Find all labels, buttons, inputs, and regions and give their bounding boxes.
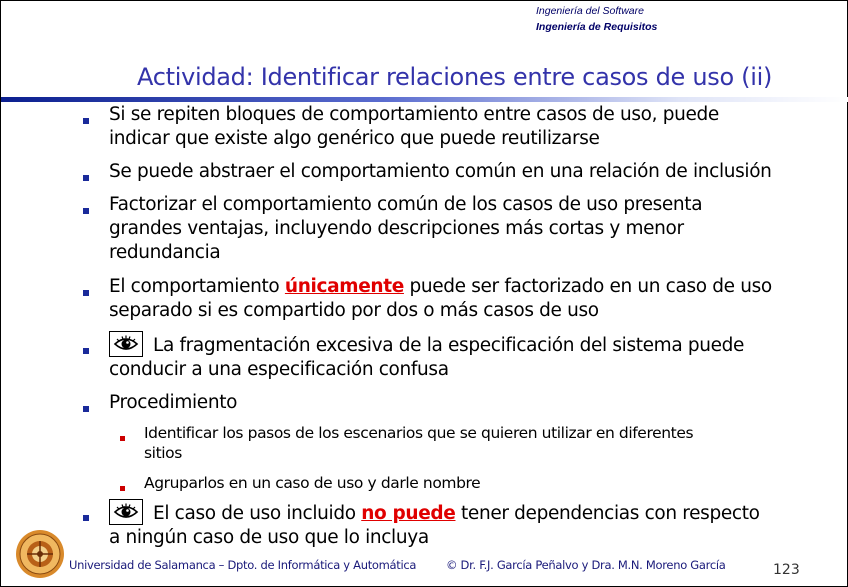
bullet-5-line-2: conducir a una especificación confusa <box>109 359 449 380</box>
bullet-4 <box>109 275 772 323</box>
course-name: Ingeniería del Software <box>536 5 644 17</box>
bullet-5 <box>109 331 744 382</box>
bullet-marker <box>83 118 89 124</box>
bullet-7-text-end: tener dependencias con respecto <box>455 503 760 524</box>
topic-name: Ingeniería de Requisitos <box>536 21 658 33</box>
bullet-2 <box>109 160 772 184</box>
bullet-4-text-end: puede ser factorizado en un caso de uso <box>403 276 772 297</box>
sub-bullet-2-line-1: Agruparlos en un caso de uso y darle nombre <box>144 474 481 492</box>
sub-bullet-1-line-2: sitios <box>144 444 182 462</box>
bullet-3-line-1: Factorizar el comportamiento común de los casos de uso presenta <box>109 194 703 215</box>
sub-bullet-2 <box>144 473 480 493</box>
bullet-6 <box>109 391 237 415</box>
bullet-marker <box>83 515 89 521</box>
bullet-marker <box>83 208 89 214</box>
bullet-3-line-3: redundancia <box>109 242 221 263</box>
course-header <box>536 3 657 35</box>
emphasis-unicamente: únicamente <box>284 276 404 297</box>
bullet-1 <box>109 103 719 151</box>
footer-copyright: © Dr. F.J. García Peñalvo y Dra. M.N. Moreno García <box>446 558 726 572</box>
bullet-marker <box>83 348 89 354</box>
eye-icon <box>109 331 143 357</box>
bullet-7-text-start: El caso de uso incluido <box>153 503 362 524</box>
bullet-4-line-2: separado si es compartido por dos o más casos de uso <box>109 300 599 321</box>
bullet-1-line-1: Si se repiten bloques de comportamiento entre casos de uso, puede <box>109 104 719 125</box>
sub-bullet-1-line-1: Identificar los pasos de los escenarios que se quieren utilizar en diferentes <box>144 424 694 442</box>
sub-bullet-1 <box>144 423 693 463</box>
bullet-3-line-2: grandes ventajas, incluyendo descripciones más cortas y menor <box>109 218 684 239</box>
bullet-marker <box>83 406 89 412</box>
bullet-4-text-start: El comportamiento <box>109 276 285 297</box>
bullet-2-line-1: Se puede abstraer el comportamiento común en una relación de inclusión <box>109 161 772 182</box>
sub-bullet-marker <box>120 436 125 441</box>
bullet-3 <box>109 193 702 265</box>
slide-title: Actividad: Identificar relaciones entre casos de uso (ii) <box>137 63 773 91</box>
eye-icon <box>109 499 143 525</box>
bullet-4-line-1 <box>109 275 772 299</box>
bullet-5-line-1 <box>109 331 744 358</box>
bullet-1-line-2: indicar que existe algo genérico que puede reutilizarse <box>109 128 600 149</box>
title-underline <box>1 97 848 102</box>
bullet-5-text: La fragmentación excesiva de la especificación del sistema puede <box>153 335 745 356</box>
bullet-7-line-1 <box>109 499 760 526</box>
sub-bullet-marker <box>120 486 125 491</box>
page-number: 123 <box>773 562 800 578</box>
bullet-marker <box>83 175 89 181</box>
bullet-7-line-2: a ningún caso de uso que lo incluya <box>109 527 429 548</box>
bullet-7 <box>109 499 760 550</box>
bullet-6-line-1: Procedimiento <box>109 392 238 413</box>
bullet-marker <box>83 290 89 296</box>
university-seal-icon <box>15 529 65 579</box>
footer-institution: Universidad de Salamanca – Dpto. de Informática y Automática <box>69 558 417 572</box>
emphasis-no-puede: no puede <box>361 503 456 524</box>
